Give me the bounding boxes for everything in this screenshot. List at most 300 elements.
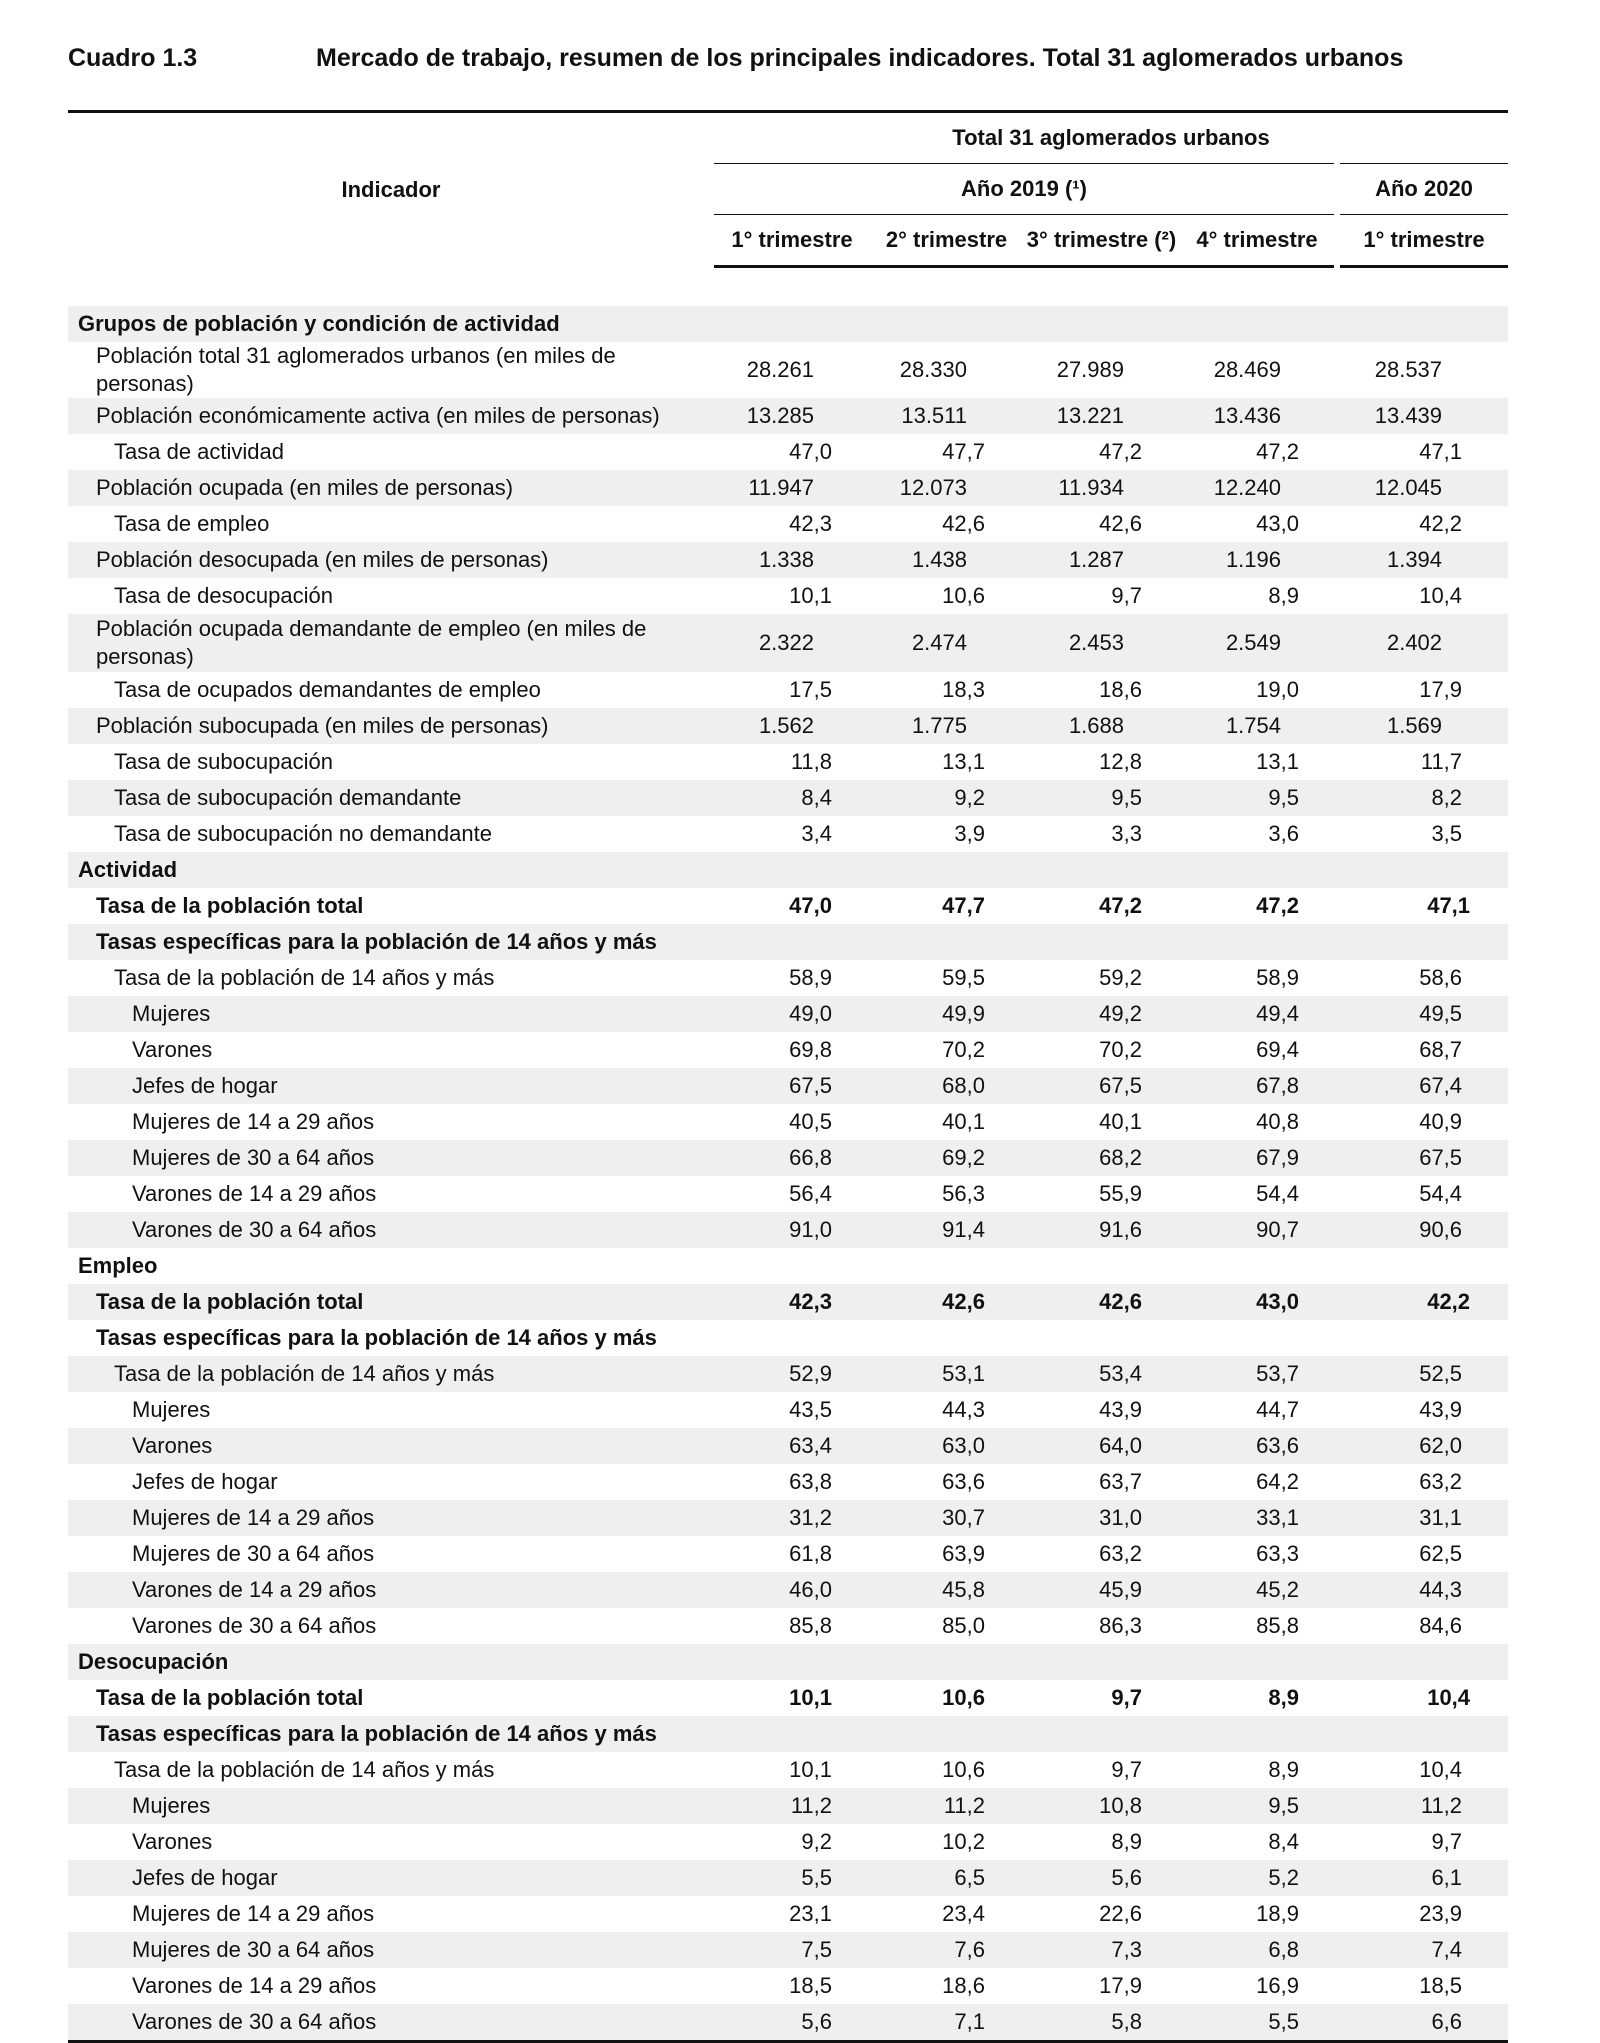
row-value: 13.439 — [1337, 398, 1508, 434]
table-row — [68, 1860, 1508, 1896]
row-value: 63,2 — [1099, 1541, 1142, 1566]
quarter-header: 3° trimestre (²) — [1023, 215, 1180, 267]
row-value — [1023, 1716, 1180, 1752]
row-label: Mujeres de 14 a 29 años — [132, 1109, 375, 1134]
row-value — [1023, 306, 1180, 342]
row-label: Jefes de hogar — [68, 1860, 714, 1896]
row-value: 18,5 — [1419, 1973, 1463, 1998]
row-value: 18,3 — [942, 677, 985, 702]
row-value — [714, 924, 870, 960]
row-value: 86,3 — [1099, 1613, 1142, 1638]
row-label: Varones de 30 a 64 años — [68, 2004, 714, 2042]
row-label: Tasa de la población de 14 años y más — [114, 1757, 495, 1782]
row-label: Mujeres de 14 a 29 años — [132, 1901, 375, 1926]
table-row — [68, 1248, 1508, 1284]
row-value: 47,2 — [1256, 439, 1299, 464]
table-row — [68, 1536, 1508, 1572]
row-value: 7,5 — [714, 1932, 870, 1968]
row-value: 9,7 — [1111, 1757, 1142, 1782]
row-label: Mujeres de 30 a 64 años — [68, 1932, 714, 1968]
table-row — [68, 1608, 1508, 1644]
table-row — [68, 1428, 1508, 1464]
row-value: 31,2 — [714, 1500, 870, 1536]
row-value: 5,2 — [1180, 1860, 1337, 1896]
table-row — [68, 1392, 1508, 1428]
row-value: 28.537 — [1374, 357, 1443, 382]
row-value: 3,5 — [1431, 821, 1463, 846]
row-value: 47,2 — [1099, 439, 1142, 464]
row-value — [1180, 1644, 1337, 1680]
row-value: 16,9 — [1256, 1973, 1299, 1998]
table-row — [68, 1212, 1508, 1248]
row-value: 1.562 — [714, 708, 870, 744]
row-value: 11.947 — [714, 470, 870, 506]
row-value — [1337, 1716, 1508, 1752]
row-value: 67,5 — [714, 1068, 870, 1104]
row-value: 11,7 — [1420, 749, 1463, 774]
row-value — [714, 306, 870, 342]
row-value: 23,4 — [942, 1901, 985, 1926]
row-value: 19,0 — [1256, 677, 1299, 702]
row-value: 1.688 — [1023, 708, 1180, 744]
row-value: 63,0 — [870, 1428, 1023, 1464]
row-value: 53,4 — [1023, 1356, 1180, 1392]
table-row — [68, 1104, 1508, 1140]
row-value: 68,2 — [1023, 1140, 1180, 1176]
row-value: 8,9 — [1111, 1829, 1142, 1854]
row-value: 5,6 — [1023, 1860, 1180, 1896]
row-label: Tasa de subocupación — [114, 749, 333, 774]
row-value: 69,8 — [789, 1037, 832, 1062]
row-value: 18,9 — [1256, 1901, 1299, 1926]
year-2019-header: Año 2019 (¹) — [714, 164, 1337, 215]
table-row — [68, 888, 1508, 924]
row-value: 68,7 — [1419, 1037, 1463, 1062]
row-value: 42,6 — [1099, 511, 1142, 536]
table-row — [68, 1464, 1508, 1500]
row-value: 49,2 — [1023, 996, 1180, 1032]
row-value: 10,4 — [1427, 1685, 1471, 1710]
row-value: 12.073 — [870, 470, 1023, 506]
row-value: 1.196 — [1180, 542, 1337, 578]
row-value: 45,9 — [1023, 1572, 1180, 1608]
table-row — [68, 578, 1508, 614]
row-value — [714, 1644, 870, 1680]
row-value: 2.549 — [1180, 614, 1337, 672]
table-code: Cuadro 1.3 — [68, 44, 198, 72]
row-value: 47,1 — [1427, 893, 1471, 918]
row-value: 64,2 — [1256, 1469, 1299, 1494]
row-value: 2.322 — [714, 614, 870, 672]
row-label: Tasa de la población total — [68, 1284, 714, 1320]
row-value: 63,8 — [789, 1469, 832, 1494]
row-value: 5,6 — [714, 2004, 870, 2042]
row-value: 63,7 — [1099, 1469, 1142, 1494]
row-value: 6,8 — [1180, 1932, 1337, 1968]
row-value: 53,1 — [870, 1356, 1023, 1392]
row-value: 28.261 — [746, 357, 814, 382]
row-value: 42,2 — [1337, 1284, 1508, 1320]
row-label: Tasas específicas para la población de 14 años y más — [68, 924, 714, 960]
row-value — [870, 1644, 1023, 1680]
row-value: 44,3 — [942, 1397, 985, 1422]
row-value: 13.221 — [1023, 398, 1180, 434]
table-title: Mercado de trabajo, resumen de los principales indicadores. Total 31 aglomerados urbanos — [316, 44, 1404, 72]
row-value: 43,0 — [1256, 511, 1299, 536]
row-label: Tasa de la población total — [96, 1685, 364, 1710]
row-value: 9,7 — [1431, 1829, 1463, 1854]
row-label: Tasa de desocupación — [114, 583, 333, 608]
row-value: 55,9 — [1099, 1181, 1142, 1206]
group-column-header: Total 31 aglomerados urbanos — [714, 112, 1508, 164]
table-row — [68, 1500, 1508, 1536]
row-label: Mujeres de 30 a 64 años — [132, 1541, 375, 1566]
row-value: 17,9 — [1099, 1973, 1142, 1998]
row-value: 11,2 — [1337, 1788, 1508, 1824]
row-label: Jefes de hogar — [132, 1469, 278, 1494]
row-label: Varones de 14 a 29 años — [132, 1181, 377, 1206]
row-label: Tasa de la población total — [96, 893, 364, 918]
row-value: 61,8 — [789, 1541, 832, 1566]
row-value: 8,9 — [1268, 583, 1299, 608]
row-value: 13.285 — [714, 398, 870, 434]
row-label: Población desocupada (en miles de personas) — [68, 542, 714, 578]
row-label: Tasas específicas para la población de 14 años y más — [68, 1716, 714, 1752]
row-value: 40,5 — [789, 1109, 832, 1134]
row-value: 84,6 — [1419, 1613, 1463, 1638]
row-value — [1180, 1716, 1337, 1752]
row-value: 9,5 — [1180, 1788, 1337, 1824]
row-label: Varones — [132, 1829, 213, 1854]
row-value: 18,6 — [1099, 677, 1142, 702]
row-value: 9,5 — [1023, 780, 1180, 816]
row-value: 1.569 — [1337, 708, 1508, 744]
row-value: 1.775 — [870, 708, 1023, 744]
row-label: Grupos de población y condición de actividad — [68, 306, 714, 342]
row-value: 23,1 — [789, 1901, 832, 1926]
table-row — [68, 1140, 1508, 1176]
row-value: 43,9 — [1099, 1397, 1142, 1422]
row-value: 91,0 — [714, 1212, 870, 1248]
row-label: Desocupación — [68, 1644, 714, 1680]
row-value: 2.474 — [870, 614, 1023, 672]
row-value — [870, 924, 1023, 960]
row-label: Varones de 30 a 64 años — [68, 1212, 714, 1248]
row-value: 43,0 — [1180, 1284, 1337, 1320]
row-value: 47,7 — [942, 439, 985, 464]
row-value: 10,6 — [942, 1685, 985, 1710]
table-row — [68, 542, 1508, 578]
row-value: 43,9 — [1419, 1397, 1463, 1422]
row-value: 10,1 — [789, 1685, 832, 1710]
table-row — [68, 924, 1508, 960]
row-value — [1180, 924, 1337, 960]
row-value: 8,2 — [1337, 780, 1508, 816]
row-value: 40,1 — [942, 1109, 985, 1134]
table-row — [68, 1824, 1508, 1860]
row-label: Varones — [68, 1428, 714, 1464]
row-value: 47,2 — [1099, 893, 1142, 918]
row-value: 47,2 — [1256, 893, 1299, 918]
row-value: 44,3 — [1337, 1572, 1508, 1608]
indicator-column-header: Indicador — [68, 112, 714, 267]
quarter-header: 2° trimestre — [870, 215, 1023, 267]
row-value — [870, 852, 1023, 888]
row-value: 91,4 — [870, 1212, 1023, 1248]
row-value — [714, 1716, 870, 1752]
table-row — [68, 1644, 1508, 1680]
row-value: 7,4 — [1337, 1932, 1508, 1968]
row-value: 33,1 — [1180, 1500, 1337, 1536]
table-row — [68, 1068, 1508, 1104]
row-value: 49,9 — [870, 996, 1023, 1032]
row-value: 1.438 — [870, 542, 1023, 578]
row-value: 40,9 — [1419, 1109, 1463, 1134]
row-value: 1.287 — [1023, 542, 1180, 578]
row-value: 66,8 — [714, 1140, 870, 1176]
row-value: 58,6 — [1419, 965, 1463, 990]
row-label: Tasa de subocupación demandante — [68, 780, 714, 816]
row-label: Población subocupada (en miles de personas) — [68, 708, 714, 744]
row-value: 9,2 — [870, 780, 1023, 816]
row-value: 10,2 — [942, 1829, 985, 1854]
row-value: 10,4 — [1419, 583, 1463, 608]
row-label: Empleo — [78, 1253, 158, 1278]
row-value: 11,2 — [870, 1788, 1023, 1824]
row-value: 28.330 — [899, 357, 967, 382]
table-row — [68, 1716, 1508, 1752]
row-value — [1337, 1320, 1508, 1356]
row-value: 40,8 — [1256, 1109, 1299, 1134]
row-value: 64,0 — [1023, 1428, 1180, 1464]
table-row — [68, 816, 1508, 852]
table-row — [68, 852, 1508, 888]
table-row — [68, 1752, 1508, 1788]
row-value: 67,4 — [1337, 1068, 1508, 1104]
row-value: 10,6 — [942, 583, 985, 608]
row-label: Jefes de hogar — [68, 1068, 714, 1104]
row-label: Actividad — [68, 852, 714, 888]
row-value: 10,1 — [789, 583, 832, 608]
row-value: 3,3 — [1111, 821, 1142, 846]
row-value: 12.240 — [1180, 470, 1337, 506]
row-value: 49,5 — [1337, 996, 1508, 1032]
row-value: 18,5 — [789, 1973, 832, 1998]
row-value: 8,4 — [714, 780, 870, 816]
row-label: Mujeres — [68, 1788, 714, 1824]
row-value — [870, 1320, 1023, 1356]
table-header — [68, 44, 1508, 84]
table-row — [68, 1284, 1508, 1320]
table-row — [68, 1788, 1508, 1824]
row-value — [1180, 852, 1337, 888]
table-row — [68, 1320, 1508, 1356]
row-value: 63,2 — [1419, 1469, 1463, 1494]
row-value: 6,5 — [870, 1860, 1023, 1896]
row-value: 9,7 — [1111, 1685, 1142, 1710]
table-row — [68, 506, 1508, 542]
row-value: 10,1 — [789, 1757, 832, 1782]
row-value: 58,9 — [789, 965, 832, 990]
indicators-table — [68, 110, 1508, 2043]
row-value: 52,5 — [1337, 1356, 1508, 1392]
row-value — [1023, 1320, 1180, 1356]
row-value: 85,8 — [789, 1613, 832, 1638]
row-value: 12,8 — [1099, 749, 1142, 774]
row-label: Población ocupada (en miles de personas) — [68, 470, 714, 506]
row-value: 5,5 — [1180, 2004, 1337, 2042]
table-row — [68, 708, 1508, 744]
header-spacer — [68, 267, 1508, 307]
row-value: 47,0 — [789, 893, 832, 918]
row-value: 59,5 — [942, 965, 985, 990]
table-row — [68, 672, 1508, 708]
quarter-header: 1° trimestre — [714, 215, 870, 267]
table-row — [68, 306, 1508, 342]
table-row — [68, 614, 1508, 672]
row-value: 10,6 — [942, 1757, 985, 1782]
row-value: 42,6 — [1023, 1284, 1180, 1320]
row-value — [714, 1320, 870, 1356]
row-value: 59,2 — [1099, 965, 1142, 990]
row-value: 2.453 — [1023, 614, 1180, 672]
row-value — [1337, 852, 1508, 888]
table-row — [68, 398, 1508, 434]
row-value: 17,9 — [1419, 677, 1463, 702]
row-label: Tasa de la población de 14 años y más — [114, 965, 495, 990]
row-value: 10,8 — [1023, 1788, 1180, 1824]
row-value — [870, 306, 1023, 342]
row-value: 8,9 — [1268, 1685, 1299, 1710]
row-value — [1337, 1248, 1508, 1284]
row-value: 44,7 — [1256, 1397, 1299, 1422]
row-value: 45,8 — [870, 1572, 1023, 1608]
row-value: 67,9 — [1180, 1140, 1337, 1176]
row-value: 11,8 — [790, 749, 832, 774]
row-label: Tasa de ocupados demandantes de empleo — [114, 677, 541, 702]
row-value — [714, 852, 870, 888]
row-value: 58,9 — [1256, 965, 1299, 990]
table-row — [68, 2004, 1508, 2042]
table-row — [68, 744, 1508, 780]
row-value: 17,5 — [789, 677, 832, 702]
row-value: 67,5 — [1337, 1140, 1508, 1176]
row-value: 8,4 — [1268, 1829, 1299, 1854]
row-value — [1023, 924, 1180, 960]
row-value: 56,4 — [789, 1181, 832, 1206]
table-row — [68, 1932, 1508, 1968]
row-value: 5,8 — [1023, 2004, 1180, 2042]
row-value — [870, 1716, 1023, 1752]
row-value: 63,3 — [1256, 1541, 1299, 1566]
table-row — [68, 342, 1508, 398]
row-value: 47,7 — [942, 893, 985, 918]
row-value: 27.989 — [1056, 357, 1124, 382]
row-value: 31,1 — [1337, 1500, 1508, 1536]
row-value — [1337, 306, 1508, 342]
row-label: Varones de 30 a 64 años — [132, 1613, 377, 1638]
row-value: 56,3 — [942, 1181, 985, 1206]
row-value: 9,2 — [801, 1829, 832, 1854]
table-body — [68, 267, 1508, 2042]
row-label: Varones de 14 a 29 años — [132, 1973, 377, 1998]
row-value: 3,6 — [1268, 821, 1299, 846]
row-label: Población económicamente activa (en miles de personas) — [68, 398, 714, 434]
row-value: 63,9 — [942, 1541, 985, 1566]
row-value: 85,0 — [942, 1613, 985, 1638]
row-value: 3,9 — [954, 821, 985, 846]
row-value: 1.394 — [1337, 542, 1508, 578]
row-value: 45,2 — [1180, 1572, 1337, 1608]
row-value: 46,0 — [714, 1572, 870, 1608]
row-value: 49,0 — [714, 996, 870, 1032]
row-value — [714, 1248, 870, 1284]
row-value: 47,0 — [789, 439, 832, 464]
row-value: 40,1 — [1099, 1109, 1142, 1134]
table-row — [68, 996, 1508, 1032]
row-value: 85,8 — [1256, 1613, 1299, 1638]
row-value: 54,4 — [1419, 1181, 1463, 1206]
row-value: 54,4 — [1256, 1181, 1299, 1206]
row-value — [1023, 852, 1180, 888]
row-value: 63,6 — [942, 1469, 985, 1494]
row-value: 31,0 — [1023, 1500, 1180, 1536]
row-value — [1180, 1320, 1337, 1356]
row-value: 42,2 — [1419, 511, 1463, 536]
row-label: Mujeres de 30 a 64 años — [68, 1140, 714, 1176]
row-value: 62,0 — [1337, 1428, 1508, 1464]
row-value: 7,3 — [1023, 1932, 1180, 1968]
row-value: 23,9 — [1419, 1901, 1463, 1926]
row-value: 13.436 — [1180, 398, 1337, 434]
quarter-header: 4° trimestre — [1180, 215, 1337, 267]
row-label: Varones de 14 a 29 años — [68, 1572, 714, 1608]
row-value: 3,4 — [801, 821, 832, 846]
row-value: 13,1 — [1256, 749, 1299, 774]
row-value: 69,2 — [870, 1140, 1023, 1176]
row-value: 69,4 — [1256, 1037, 1299, 1062]
table-row — [68, 1572, 1508, 1608]
row-value: 7,1 — [870, 2004, 1023, 2042]
row-value: 68,0 — [870, 1068, 1023, 1104]
row-value: 6,1 — [1337, 1860, 1508, 1896]
row-value: 67,8 — [1180, 1068, 1337, 1104]
row-value — [1337, 1644, 1508, 1680]
row-value: 63,6 — [1180, 1428, 1337, 1464]
row-value: 8,9 — [1268, 1757, 1299, 1782]
table-row — [68, 1176, 1508, 1212]
row-value — [1023, 1644, 1180, 1680]
row-value: 28.469 — [1213, 357, 1281, 382]
row-value: 13.511 — [870, 398, 1023, 434]
row-value: 90,6 — [1337, 1212, 1508, 1248]
row-value: 7,6 — [870, 1932, 1023, 1968]
row-label: Tasa de empleo — [114, 511, 270, 536]
quarter-header: 1° trimestre — [1337, 215, 1508, 267]
row-value: 70,2 — [1099, 1037, 1142, 1062]
row-value: 12.045 — [1337, 470, 1508, 506]
table-row — [68, 1968, 1508, 2004]
row-value: 1.338 — [714, 542, 870, 578]
row-value: 42,6 — [942, 511, 985, 536]
row-value: 91,6 — [1023, 1212, 1180, 1248]
row-label: Tasa de actividad — [114, 439, 284, 464]
row-value: 49,4 — [1180, 996, 1337, 1032]
row-value: 47,1 — [1419, 439, 1463, 464]
table-row — [68, 434, 1508, 470]
row-value: 30,7 — [870, 1500, 1023, 1536]
row-value: 52,9 — [714, 1356, 870, 1392]
